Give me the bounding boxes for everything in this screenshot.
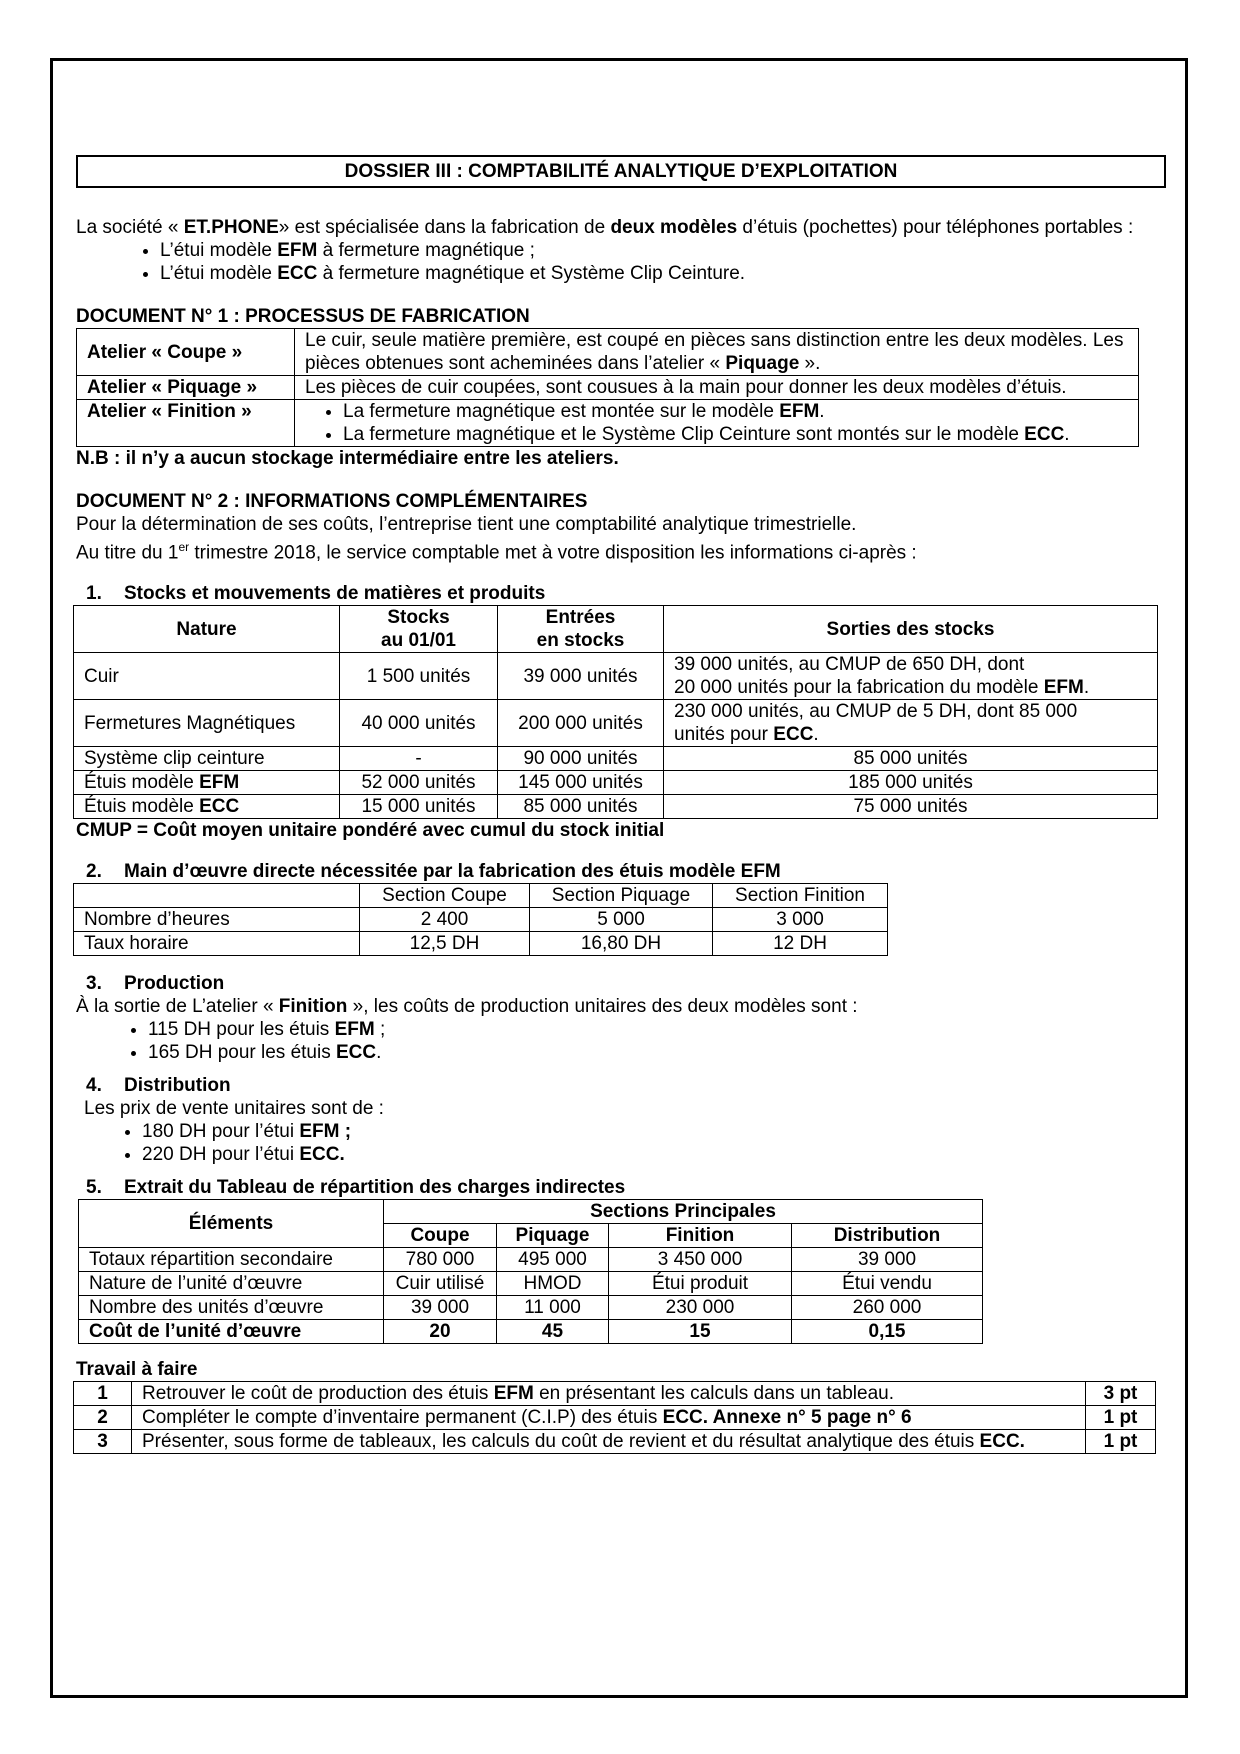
table-cell: 39 000 [792, 1248, 983, 1272]
charges-table [78, 1199, 983, 1344]
table-cell: Nature de l’unité d’œuvre [79, 1272, 384, 1296]
table-cell: Cuir [74, 653, 340, 700]
table-row [74, 1382, 1156, 1406]
table-header: Section Piquage [530, 884, 713, 908]
table-cell: Taux horaire [74, 932, 360, 956]
table-cell: Atelier « Piquage » [77, 376, 295, 400]
table-row [79, 1296, 983, 1320]
table-cell: Étuis modèle EFM [74, 771, 340, 795]
table-cell: 12,5 DH [360, 932, 530, 956]
table-cell: 2 [74, 1406, 132, 1430]
table-cell: Système clip ceinture [74, 747, 340, 771]
production-line: À la sortie de L’atelier « Finition », les coûts de production unitaires des deux modèles sont : [76, 996, 858, 1018]
list-item: • 180 DH pour l’étui EFM ; [142, 1120, 1166, 1143]
table-header: Stocks au 01/01 [340, 606, 498, 653]
table-cell: Atelier « Coupe » [77, 329, 295, 376]
table-cell: 145 000 unités [498, 771, 664, 795]
stocks-table [73, 605, 1158, 819]
table-header: Sections Principales [384, 1200, 983, 1224]
table-row [74, 1406, 1156, 1430]
finition-list [305, 400, 1128, 446]
table-cell: Totaux répartition secondaire [79, 1248, 384, 1272]
travail-table [73, 1381, 1156, 1454]
table-row [74, 653, 1158, 700]
page-title: DOSSIER III : COMPTABILITÉ ANALYTIQUE D’EXPLOITATION [76, 155, 1166, 188]
table-header: Section Coupe [360, 884, 530, 908]
table-cell: 16,80 DH [530, 932, 713, 956]
table-cell: 185 000 unités [664, 771, 1158, 795]
table-cell: 200 000 unités [498, 700, 664, 747]
table-cell: 3 pt [1086, 1382, 1156, 1406]
intro-paragraph: La société « ET.PHONE» est spécialisée dans la fabrication de deux modèles d’étuis (pochettes) pour téléphones portables : [76, 217, 1134, 238]
doc1-table [76, 328, 1139, 447]
distribution-line: Les prix de vente unitaires sont de : [84, 1098, 384, 1120]
table-cell: 230 000 unités, au CMUP de 5 DH, dont 85 000 unités pour ECC. [664, 700, 1158, 747]
list-item: • 220 DH pour l’étui ECC. [142, 1143, 1166, 1166]
table-cell: Coût de l’unité d’œuvre [79, 1320, 384, 1344]
table-cell: Fermetures Magnétiques [74, 700, 340, 747]
table-header: Nature [74, 606, 340, 653]
table-cell: Étuis modèle ECC [74, 795, 340, 819]
table-cell: Cuir utilisé [384, 1272, 497, 1296]
doc1-note: N.B : il n’y a aucun stockage intermédiaire entre les ateliers. [76, 448, 619, 469]
table-header: Section Finition [713, 884, 888, 908]
table-cell: 40 000 unités [340, 700, 498, 747]
table-cell: 85 000 unités [498, 795, 664, 819]
table-cell: 780 000 [384, 1248, 497, 1272]
table-cell: 11 000 [497, 1296, 609, 1320]
table-cell: 12 DH [713, 932, 888, 956]
table-cell: HMOD [497, 1272, 609, 1296]
table-cell: 90 000 unités [498, 747, 664, 771]
list-item: • 115 DH pour les étuis EFM ; [148, 1018, 1166, 1041]
section4-heading: 4. Distribution [86, 1075, 231, 1097]
table-cell: 2 400 [360, 908, 530, 932]
table-header: Distribution [792, 1224, 983, 1248]
table-cell: 39 000 [384, 1296, 497, 1320]
table-header: Éléments [79, 1200, 384, 1248]
table-cell: Nombre des unités d’œuvre [79, 1296, 384, 1320]
table-header-row [79, 1200, 983, 1224]
table-cell: 39 000 unités [498, 653, 664, 700]
table-row [74, 795, 1158, 819]
table-row [79, 1248, 983, 1272]
table-row [79, 1320, 983, 1344]
distribution-list [76, 1120, 1166, 1166]
table-cell: 3 000 [713, 908, 888, 932]
table-cell: 3 [74, 1430, 132, 1454]
production-list [76, 1018, 1166, 1064]
table-cell: 15 [609, 1320, 792, 1344]
table-cell [295, 400, 1139, 447]
table-cell: 75 000 unités [664, 795, 1158, 819]
table-cell: Retrouver le coût de production des étuis EFM en présentant les calculs dans un tableau. [132, 1382, 1086, 1406]
table-cell: 45 [497, 1320, 609, 1344]
table-cell: Étui vendu [792, 1272, 983, 1296]
doc2-line1: Pour la détermination de ses coûts, l’entreprise tient une comptabilité analytique trimestrielle. [76, 514, 857, 535]
mod-table [73, 883, 888, 956]
table-cell: 3 450 000 [609, 1248, 792, 1272]
list-item: • 165 DH pour les étuis ECC. [148, 1041, 1166, 1064]
table-header: Coupe [384, 1224, 497, 1248]
list-item: • La fermeture magnétique est montée sur le modèle EFM. [343, 400, 1128, 423]
table-row [74, 932, 888, 956]
table-row [74, 747, 1158, 771]
table-header: Finition [609, 1224, 792, 1248]
table-cell: Étui produit [609, 1272, 792, 1296]
table-header: Sorties des stocks [664, 606, 1158, 653]
table-row [74, 908, 888, 932]
table-cell: 5 000 [530, 908, 713, 932]
table-cell: 0,15 [792, 1320, 983, 1344]
table-cell: 1 500 unités [340, 653, 498, 700]
doc2-heading: DOCUMENT N° 2 : INFORMATIONS COMPLÉMENTAIRES [76, 491, 588, 512]
table-cell: 1 pt [1086, 1430, 1156, 1454]
table-header: Entrées en stocks [498, 606, 664, 653]
table-row [74, 700, 1158, 747]
doc1-heading: DOCUMENT N° 1 : PROCESSUS DE FABRICATION [76, 306, 530, 327]
table-cell: 20 [384, 1320, 497, 1344]
travail-heading: Travail à faire [76, 1359, 198, 1381]
table-header-row [74, 884, 888, 908]
cmup-note: CMUP = Coût moyen unitaire pondéré avec cumul du stock initial [76, 820, 665, 842]
intro-list [76, 239, 1166, 285]
table-cell: 52 000 unités [340, 771, 498, 795]
table-cell: 85 000 unités [664, 747, 1158, 771]
section2-heading: 2. Main d’œuvre directe nécessitée par la fabrication des étuis modèle EFM [86, 861, 781, 883]
table-cell [74, 884, 360, 908]
section1-heading: 1. Stocks et mouvements de matières et produits [86, 583, 546, 605]
table-cell: 1 pt [1086, 1406, 1156, 1430]
table-cell: 39 000 unités, au CMUP de 650 DH, dont 20 000 unités pour la fabrication du modèle EFM. [664, 653, 1158, 700]
table-row [74, 771, 1158, 795]
table-cell: 260 000 [792, 1296, 983, 1320]
table-cell: 495 000 [497, 1248, 609, 1272]
document-content [76, 155, 1166, 1454]
list-item: • L’étui modèle ECC à fermeture magnétique et Système Clip Ceinture. [160, 262, 1166, 285]
table-cell: Compléter le compte d’inventaire permanent (C.I.P) des étuis ECC. Annexe n° 5 page n° 6 [132, 1406, 1086, 1430]
table-row [79, 1272, 983, 1296]
table-cell: Nombre d’heures [74, 908, 360, 932]
table-row [77, 400, 1139, 447]
list-item: • L’étui modèle EFM à fermeture magnétique ; [160, 239, 1166, 262]
section3-heading: 3. Production [86, 973, 225, 995]
table-cell: 15 000 unités [340, 795, 498, 819]
table-cell: Atelier « Finition » [77, 400, 295, 447]
section5-heading: 5. Extrait du Tableau de répartition des charges indirectes [86, 1177, 626, 1199]
list-item: • La fermeture magnétique et le Système Clip Ceinture sont montés sur le modèle ECC. [343, 423, 1128, 446]
table-row [77, 376, 1139, 400]
table-cell: - [340, 747, 498, 771]
doc2-line2: Au titre du 1er trimestre 2018, le service comptable met à votre disposition les informations ci-après : [76, 540, 917, 564]
table-row [77, 329, 1139, 376]
table-header-row [74, 606, 1158, 653]
table-header: Piquage [497, 1224, 609, 1248]
table-cell: 230 000 [609, 1296, 792, 1320]
table-cell: Les pièces de cuir coupées, sont cousues à la main pour donner les deux modèles d’étuis. [295, 376, 1139, 400]
table-cell: 1 [74, 1382, 132, 1406]
table-row [74, 1430, 1156, 1454]
table-cell: Le cuir, seule matière première, est coupé en pièces sans distinction entre les deux modèles. Les pièces obtenues sont acheminées dans l’atelier « Piquage ». [295, 329, 1139, 376]
table-cell: Présenter, sous forme de tableaux, les calculs du coût de revient et du résultat analytique des étuis ECC. [132, 1430, 1086, 1454]
